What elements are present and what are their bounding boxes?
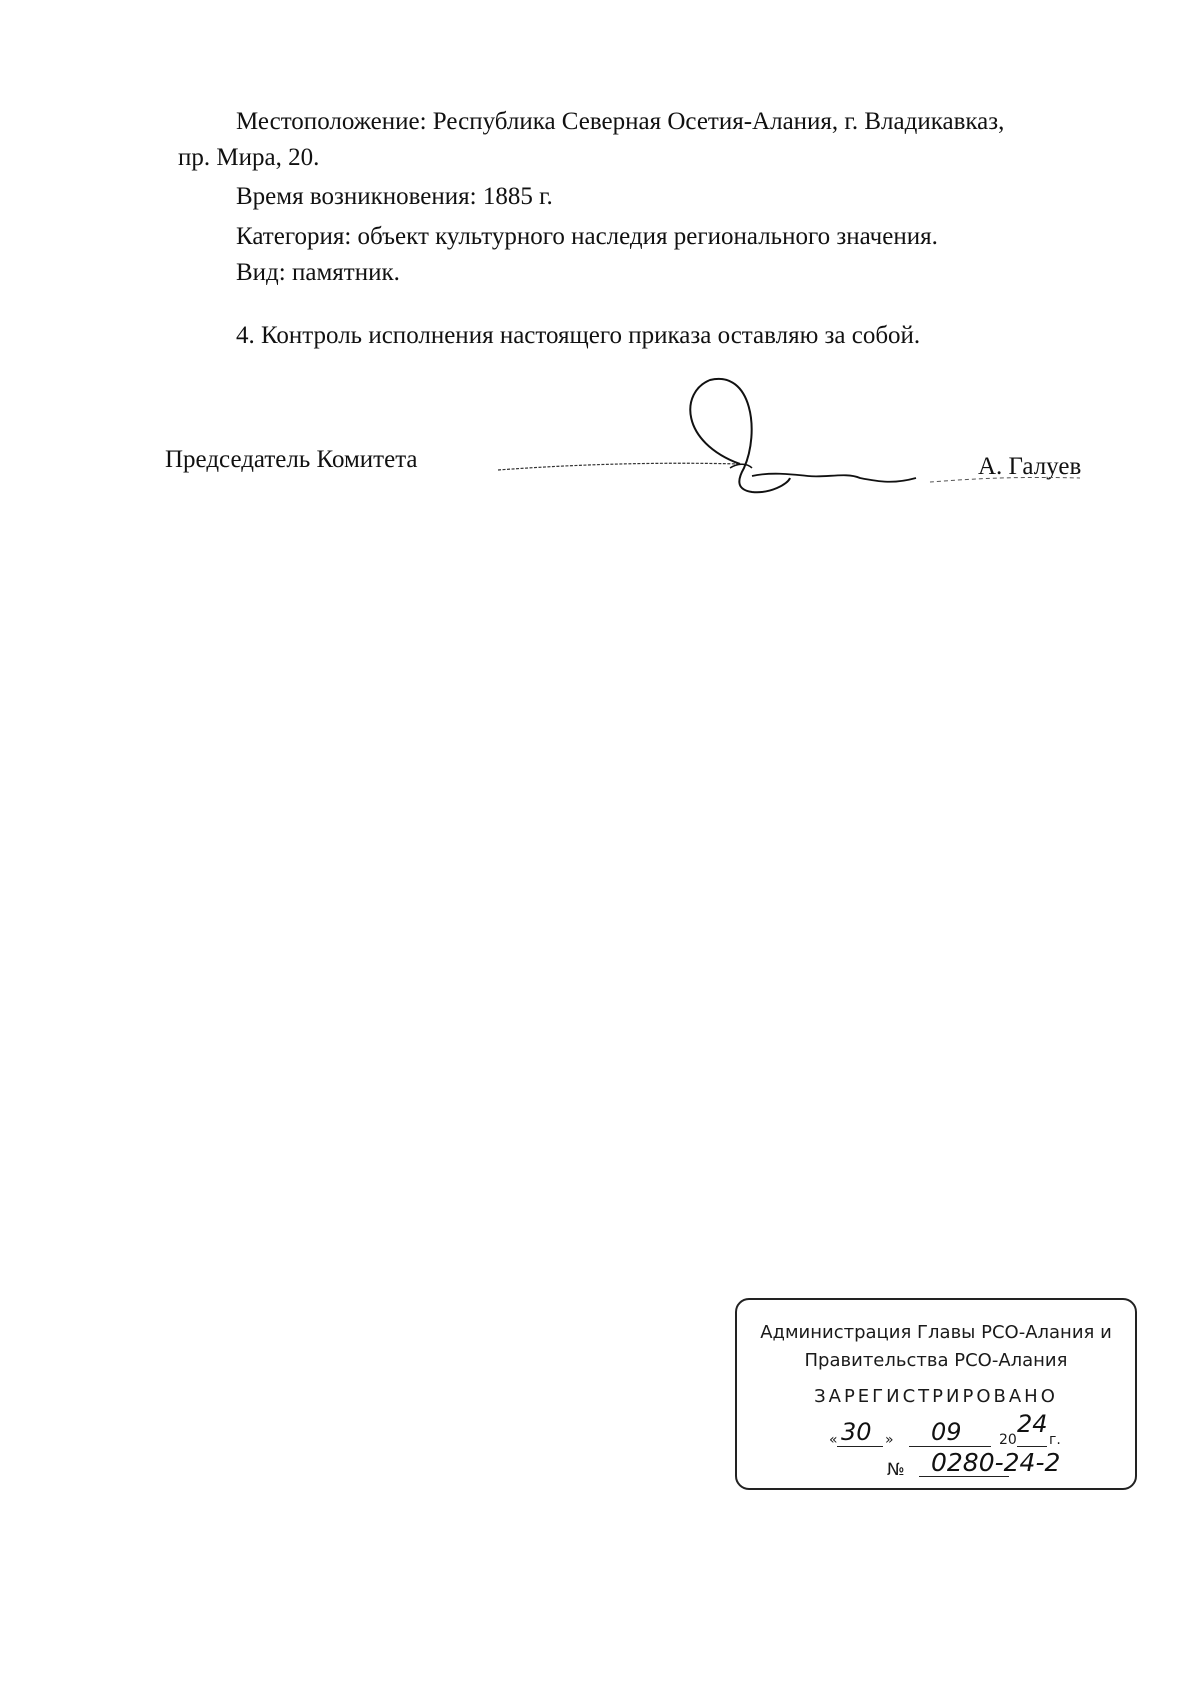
signer-position: Председатель Комитета <box>165 446 418 473</box>
stamp-org-line-1: Администрация Главы РСО-Алания и <box>760 1322 1112 1343</box>
location-line-2: пр. Мира, 20. <box>178 144 320 171</box>
location-line-1: Местоположение: Республика Северная Осетия-Алания, г. Владикавказ, <box>236 108 1005 135</box>
stamp-month: 09 <box>931 1418 962 1446</box>
signer-name: А. Галуев <box>978 453 1082 480</box>
type-line: Вид: памятник. <box>236 259 400 286</box>
stamp-day: 30 <box>841 1418 872 1446</box>
registration-stamp <box>735 1298 1137 1490</box>
stamp-number-label: № <box>887 1460 905 1480</box>
control-paragraph: 4. Контроль исполнения настоящего приказа оставляю за собой. <box>236 322 921 349</box>
category-line: Категория: объект культурного наследия регионального значения. <box>236 223 938 250</box>
quote-open: « <box>829 1432 838 1448</box>
stamp-year: 24 <box>1017 1410 1048 1438</box>
stamp-status: ЗАРЕГИСТРИРОВАНО <box>814 1386 1058 1407</box>
time-of-origin-line: Время возникновения: 1885 г. <box>236 183 553 210</box>
handwritten-signature <box>490 372 1090 512</box>
stamp-number-row <box>887 1448 1117 1484</box>
stamp-year-suffix: г. <box>1049 1432 1061 1448</box>
stamp-number: 0280-24-2 <box>931 1448 1061 1477</box>
stamp-century: 20 <box>999 1432 1017 1448</box>
quote-close: » <box>885 1432 894 1448</box>
stamp-org-line-2: Правительства РСО-Алания <box>804 1350 1068 1371</box>
